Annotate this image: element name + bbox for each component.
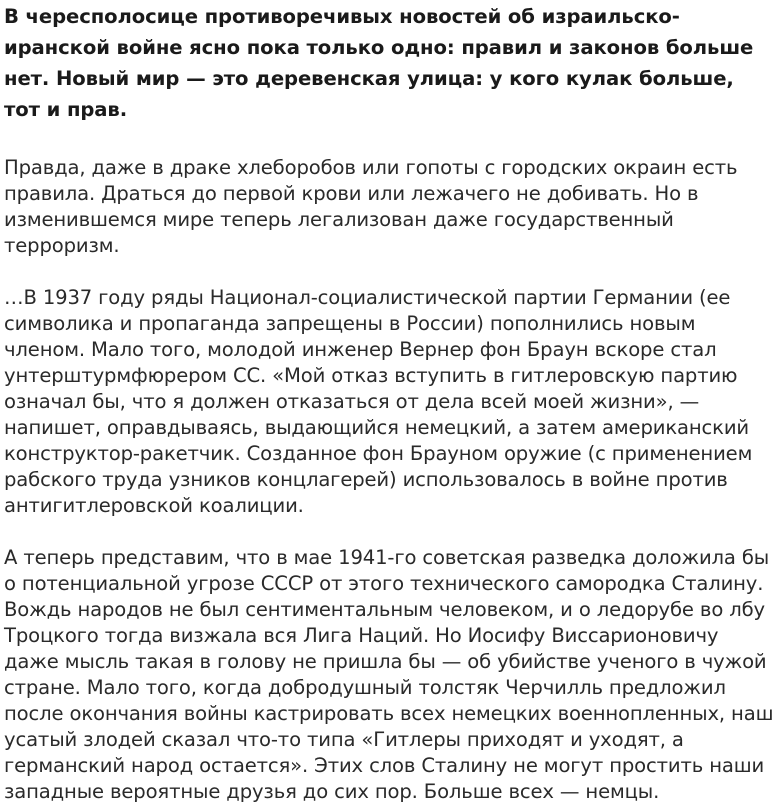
article-paragraph-3: А теперь представим, что в мае 1941-го советская разведка доложила бы о потенциальной угрозе СССР от этого технического самородка Сталину. Вождь народов не был сентиментальным человеком, и о ледорубе во лбу Троцкого тогда визжала вся Лига Наций. Но Иосифу Виссарионовичу даже мысль такая в голову не пришла бы — об убийстве ученого в чужой стране. Мало того, когда добродушный толстяк Черчилль предложил после окончания войны кастрировать всех немецких военнопленных, наш усатый злодей сказал что-то типа «Гитлеры приходят и уходят, а германский народ остается». Этих слов Сталину не могут простить наши западные вероятные друзья до сих пор. Больше всех — немцы. — [4, 546, 774, 803]
article-lead: В чересполосице противоречивых новостей об израильско-иранской войне ясно пока только одно: правил и законов больше нет. Новый мир — это деревенская улица: у кого кулак больше, тот и прав. — [4, 5, 754, 121]
article-paragraph-1: Правда, даже в драке хлеборобов или гопоты с городских окраин есть правила. Драться до первой крови или лежачего не добивать. Но в изменившемся мире теперь легализован даже государственный терроризм. — [4, 156, 738, 257]
article-body — [4, 0, 774, 805]
article-paragraph-2: …В 1937 году ряды Национал-социалистической партии Германии (ее символика и пропаганда запрещены в России) пополнились новым членом. Мало того, молодой инженер Вернер фон Браун вскоре стал унтерштурмфюрером СС. «Мой отказ вступить в гитлеровскую партию означал бы, что я должен отказаться от дела всей моей жизни», — напишет, оправдываясь, выдающийся немецкий, а затем американский конструктор-ракетчик. Созданное фон Брауном оружие (с применением рабского труда узников концлагерей) использовалось в войне против антигитлеровской коалиции. — [4, 286, 753, 517]
